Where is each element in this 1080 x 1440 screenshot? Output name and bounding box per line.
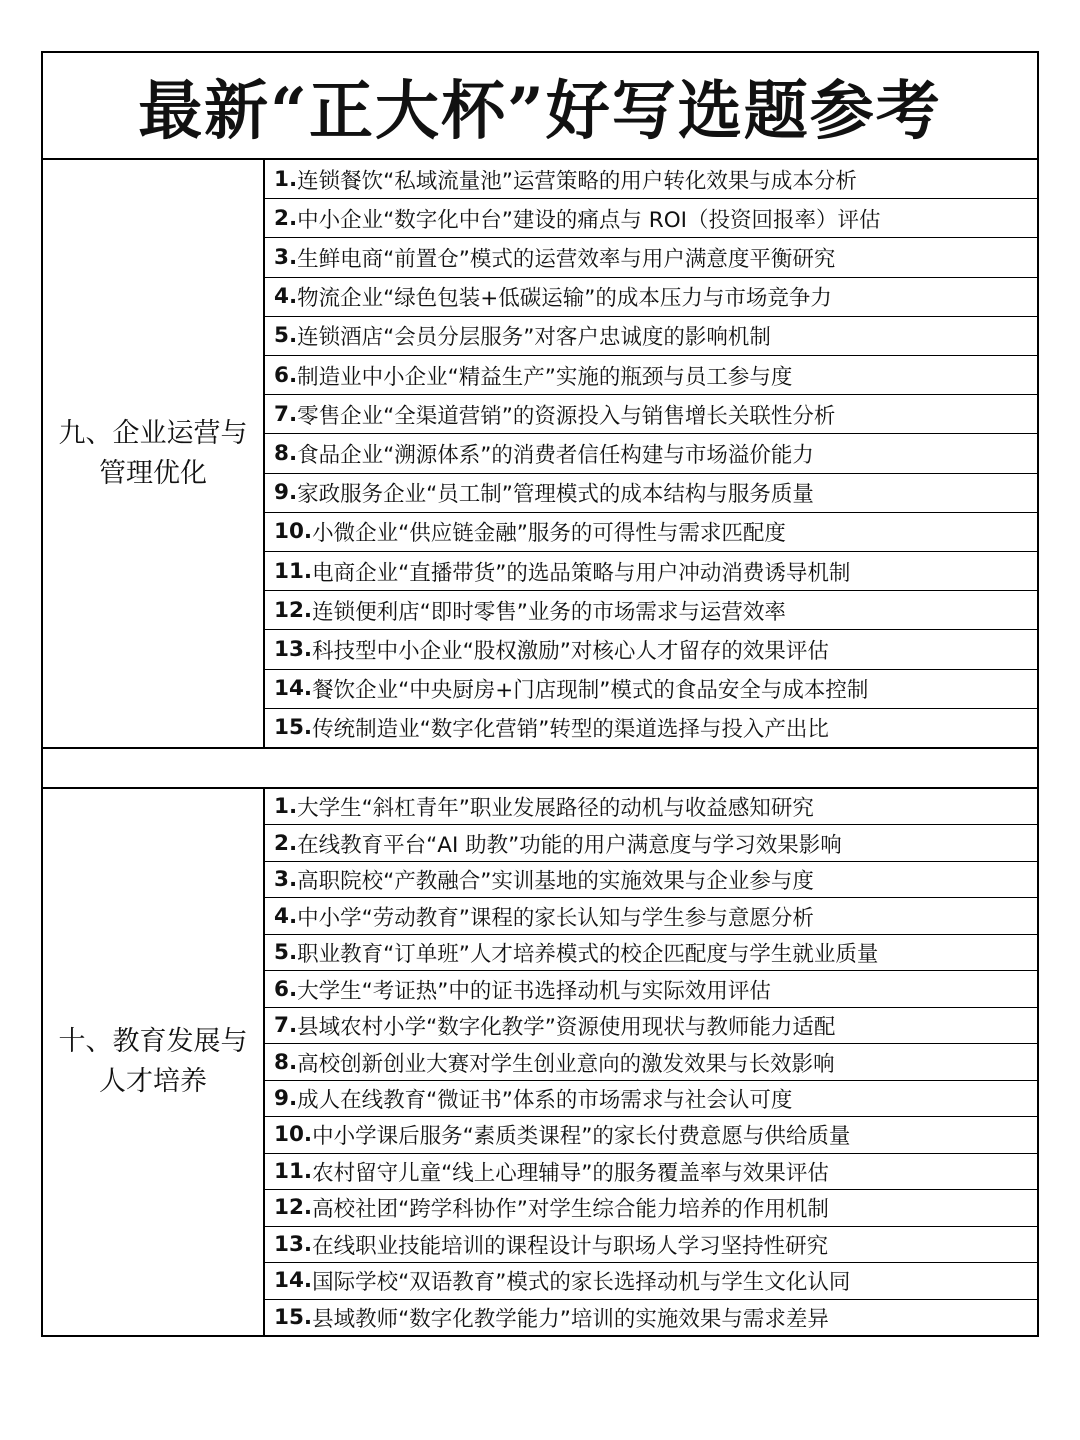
topic-list — [265, 160, 1037, 747]
topic-number: 15. — [274, 1304, 313, 1330]
section-enterprise-operations — [43, 160, 1037, 749]
topic-text: 零售企业“全渠道营销”的资源投入与销售增长关联性分析 — [297, 403, 836, 429]
topic-number: 8. — [274, 1049, 298, 1075]
topic-text: 生鲜电商“前置仓”模式的运营效率与用户满意度平衡研究 — [297, 247, 836, 272]
topic-row — [265, 356, 1037, 395]
topic-number: 11. — [274, 1158, 313, 1184]
topic-row — [265, 898, 1037, 934]
topic-text: 物流企业“绿色包装+低碳运输”的成本压力与市场竞争力 — [297, 286, 832, 312]
topic-row — [265, 1117, 1037, 1153]
topic-row — [265, 434, 1037, 473]
topic-row — [265, 160, 1037, 199]
topic-number: 5. — [274, 323, 298, 349]
topic-row — [265, 1081, 1037, 1117]
topic-row — [265, 591, 1037, 630]
topic-row — [265, 935, 1037, 971]
topic-row — [265, 825, 1037, 861]
topic-number: 14. — [274, 1268, 313, 1294]
topic-row — [265, 513, 1037, 552]
topic-row — [265, 1008, 1037, 1044]
topic-row — [265, 1263, 1037, 1299]
topic-number: 9. — [274, 1085, 298, 1111]
topic-number: 9. — [274, 480, 298, 506]
topic-text: 职业教育“订单班”人才培养模式的校企匹配度与学生就业质量 — [297, 942, 879, 968]
topic-row — [265, 670, 1037, 709]
topic-number: 10. — [274, 519, 313, 545]
topic-list — [265, 789, 1037, 1335]
topic-number: 3. — [274, 867, 298, 893]
topic-row — [265, 317, 1037, 356]
topic-number: 10. — [274, 1122, 313, 1148]
topic-text: 中小学“劳动教育”课程的家长认知与学生参与意愿分析 — [297, 905, 814, 931]
topic-number: 3. — [274, 245, 298, 270]
topic-text: 农村留守儿童“线上心理辅导”的服务覆盖率与效果评估 — [312, 1160, 829, 1186]
page-title: 最新“正大杯”好写选题参考 — [43, 53, 1037, 160]
topic-number: 1. — [274, 166, 298, 192]
topic-number: 1. — [274, 794, 298, 820]
topic-number: 15. — [274, 715, 313, 741]
topic-row — [265, 709, 1037, 747]
topic-text: 中小企业“数字化中台”建设的痛点与 ROI（投资回报率）评估 — [297, 207, 881, 233]
topic-number: 14. — [274, 676, 313, 702]
topic-number: 12. — [274, 1195, 313, 1221]
category-label-line2: 人才培养 — [99, 1066, 207, 1097]
topic-text: 县域农村小学“数字化教学”资源使用现状与教师能力适配 — [297, 1015, 836, 1041]
topic-row — [265, 199, 1037, 238]
topic-row — [265, 971, 1037, 1007]
topic-number: 11. — [274, 558, 313, 584]
topic-number: 4. — [274, 903, 298, 929]
topic-text: 连锁餐饮“私域流量池”运营策略的用户转化效果与成本分析 — [297, 168, 857, 194]
topic-row — [265, 238, 1037, 277]
topic-text: 小微企业“供应链金融”服务的可得性与需求匹配度 — [312, 521, 786, 547]
topic-number: 5. — [274, 940, 298, 966]
topic-text: 电商企业“直播带货”的选品策略与用户冲动消费诱导机制 — [312, 560, 851, 586]
topic-text: 连锁酒店“会员分层服务”对客户忠诚度的影响机制 — [297, 325, 771, 351]
topic-text: 高校创新创业大赛对学生创业意向的激发效果与长效影响 — [297, 1051, 835, 1077]
topic-text: 成人在线教育“微证书”体系的市场需求与社会认可度 — [297, 1087, 793, 1113]
topic-row — [265, 789, 1037, 825]
topic-row — [265, 862, 1037, 898]
topic-text: 制造业中小企业“精益生产”实施的瓶颈与员工参与度 — [297, 364, 793, 390]
topic-text: 大学生“考证热”中的证书选择动机与实际效用评估 — [297, 978, 771, 1004]
topic-row — [265, 278, 1037, 317]
topic-number: 7. — [274, 401, 298, 427]
topic-row — [265, 395, 1037, 434]
topic-row — [265, 1227, 1037, 1263]
topic-text: 连锁便利店“即时零售”业务的市场需求与运营效率 — [312, 599, 786, 625]
section-education-talent — [43, 789, 1037, 1335]
topic-text: 中小学课后服务“素质类课程”的家长付费意愿与供给质量 — [312, 1124, 851, 1150]
category-label — [43, 160, 265, 747]
topic-text: 高校社团“跨学科协作”对学生综合能力培养的作用机制 — [312, 1197, 829, 1223]
category-label — [43, 789, 265, 1335]
topic-row — [265, 1044, 1037, 1080]
topic-number: 6. — [274, 362, 298, 388]
topic-text: 食品企业“溯源体系”的消费者信任构建与市场溢价能力 — [297, 443, 814, 469]
topic-number: 2. — [274, 830, 298, 856]
topic-number: 6. — [274, 976, 298, 1002]
topic-number: 8. — [274, 441, 298, 467]
topic-text: 在线职业技能培训的课程设计与职场人学习坚持性研究 — [312, 1233, 829, 1259]
topic-row — [265, 630, 1037, 669]
topic-row — [265, 474, 1037, 513]
topic-text: 在线教育平台“AI 助教”功能的用户满意度与学习效果影响 — [297, 832, 842, 858]
category-label-line2: 管理优化 — [99, 457, 207, 489]
category-label-line1: 十、教育发展与 — [58, 1026, 248, 1057]
topic-text: 传统制造业“数字化营销”转型的渠道选择与投入产出比 — [312, 717, 829, 743]
topic-text: 餐饮企业“中央厨房+门店现制”模式的食品安全与成本控制 — [312, 678, 869, 704]
topic-number: 2. — [274, 205, 298, 231]
topic-number: 4. — [274, 284, 298, 310]
topic-row — [265, 1190, 1037, 1226]
topic-text: 县域教师“数字化教学能力”培训的实施效果与需求差异 — [312, 1306, 829, 1332]
topic-text: 家政服务企业“员工制”管理模式的成本结构与服务质量 — [297, 482, 814, 508]
category-label-line1: 九、企业运营与 — [58, 417, 248, 449]
topic-number: 13. — [274, 637, 313, 663]
topic-text: 高职院校“产教融合”实训基地的实施效果与企业参与度 — [297, 869, 814, 895]
topic-text: 国际学校“双语教育”模式的家长选择动机与学生文化认同 — [312, 1270, 851, 1296]
topic-number: 7. — [274, 1013, 298, 1039]
topic-row — [265, 1154, 1037, 1190]
topic-row — [265, 552, 1037, 591]
topic-row — [265, 1300, 1037, 1335]
topic-text: 大学生“斜杠青年”职业发展路径的动机与收益感知研究 — [297, 796, 814, 822]
section-divider — [43, 749, 1037, 789]
topic-number: 13. — [274, 1231, 313, 1257]
topic-number: 12. — [274, 597, 313, 623]
topic-table — [41, 51, 1039, 1337]
topic-text: 科技型中小企业“股权激励”对核心人才留存的效果评估 — [312, 639, 829, 665]
